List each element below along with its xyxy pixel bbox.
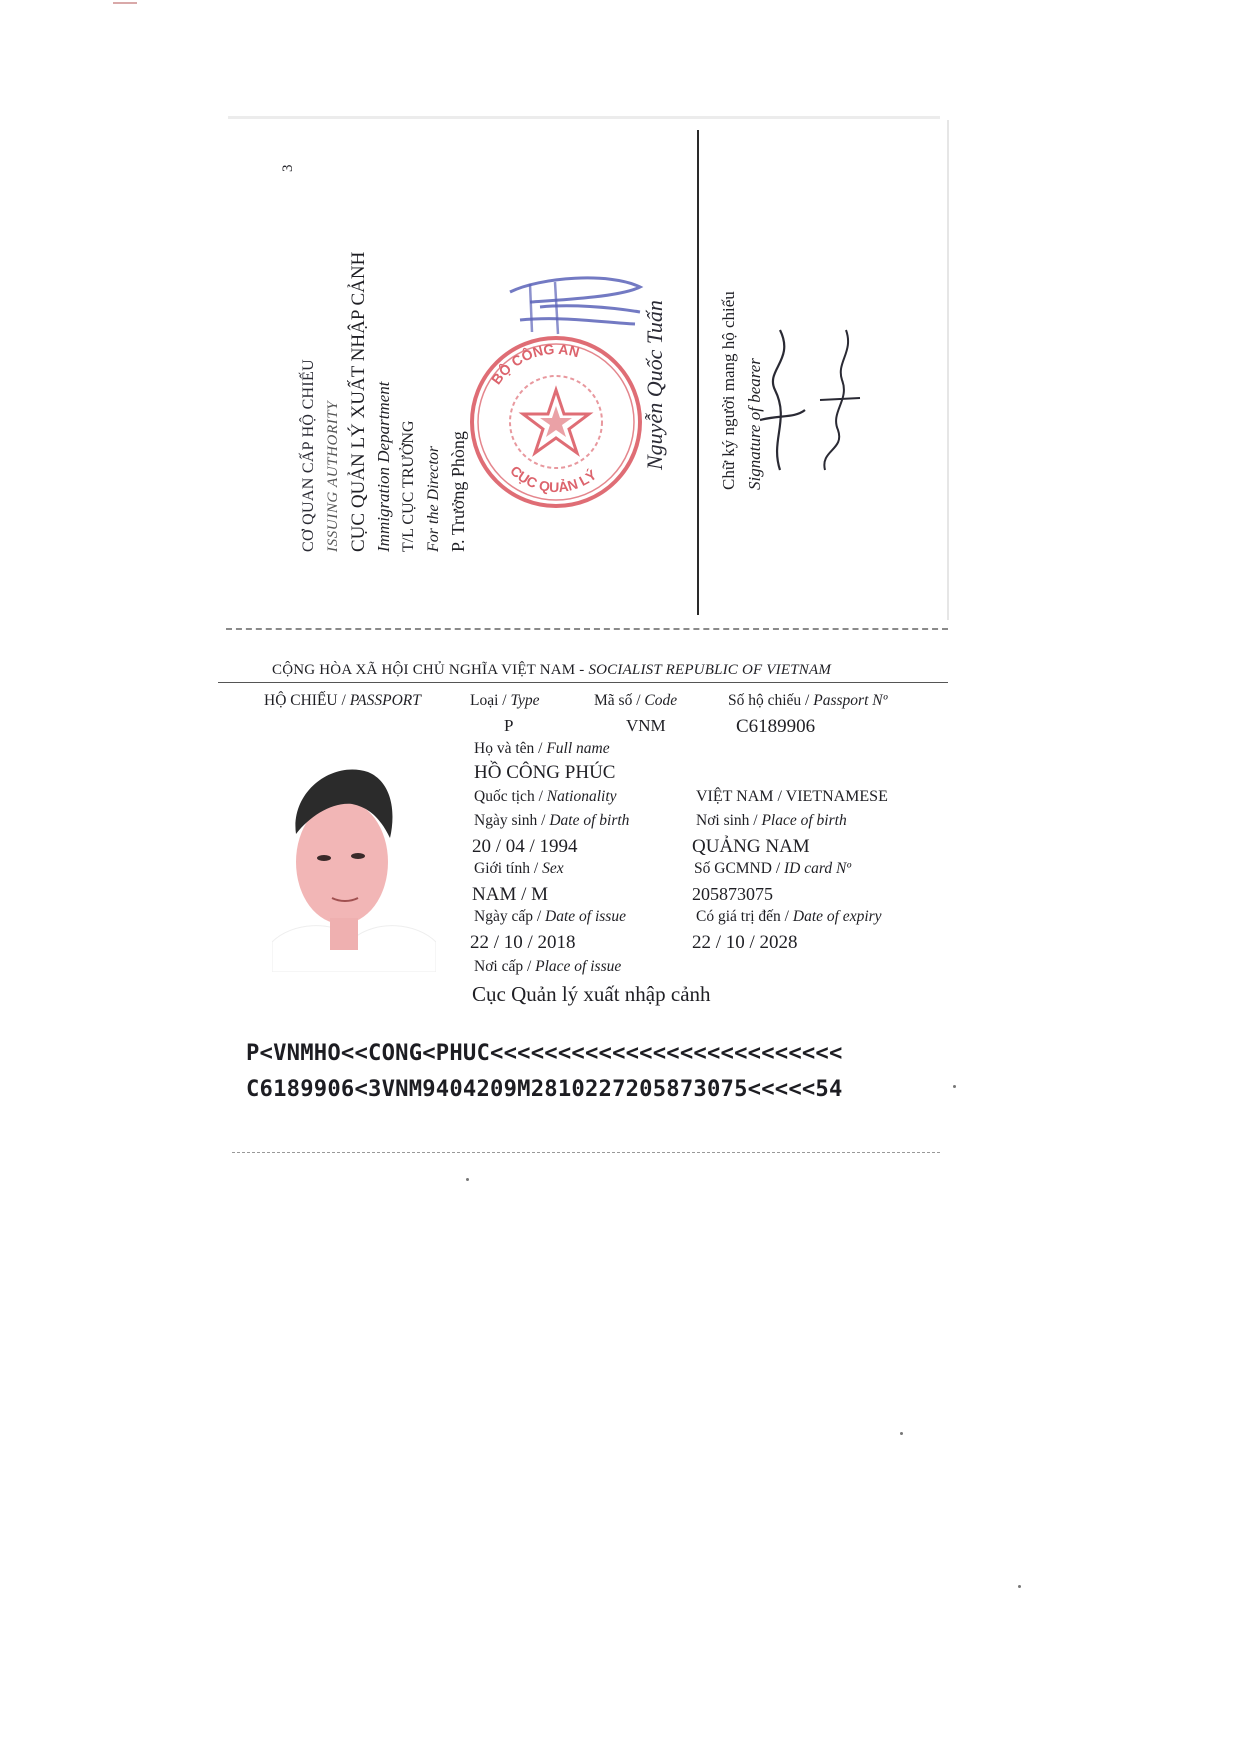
pob-label: Nơi sinh / Place of birth bbox=[696, 812, 847, 829]
seal-text-top: BỘ CÔNG AN bbox=[487, 340, 582, 388]
authority-title-en: ISSUING AUTHORITY bbox=[325, 400, 341, 552]
page-number: 3 bbox=[280, 164, 296, 172]
scan-edge bbox=[947, 120, 949, 620]
seal-text-bottom: CỤC QUẢN LÝ bbox=[507, 462, 600, 496]
authority-title-vi: CƠ QUAN CẤP HỘ CHIẾU bbox=[300, 359, 317, 552]
passport-no-value: C6189906 bbox=[736, 716, 816, 737]
id-card-value: 205873075 bbox=[692, 884, 773, 904]
scan-mark bbox=[113, 2, 137, 4]
country-vi: CỘNG HÒA XÃ HỘI CHỦ NGHĨA VIỆT NAM - bbox=[272, 662, 589, 678]
bearer-signature bbox=[750, 300, 870, 480]
header-rule bbox=[218, 682, 948, 683]
signer-name: Nguyễn Quốc Tuấn bbox=[642, 300, 667, 470]
place-of-issue-value: Cục Quản lý xuất nhập cảnh bbox=[472, 982, 711, 1006]
scan-speck bbox=[953, 1085, 956, 1088]
issue-date-label: Ngày cấp / Date of issue bbox=[474, 908, 626, 925]
scan-speck bbox=[466, 1178, 469, 1181]
dob-value: 20 / 04 / 1994 bbox=[472, 836, 578, 857]
fold-line bbox=[226, 628, 948, 630]
chief-vi: P. Trưởng Phòng bbox=[448, 431, 468, 552]
nationality-label: Quốc tịch / Nationality bbox=[474, 788, 617, 805]
type-label: Loại / Type bbox=[470, 692, 540, 709]
full-name-value: HỒ CÔNG PHÚC bbox=[474, 762, 616, 783]
document-title-vi: HỘ CHIẾU / bbox=[264, 692, 350, 709]
type-value: P bbox=[504, 716, 514, 735]
department-en: Immigration Department bbox=[374, 381, 393, 552]
mrz-line-2: C6189906<3VNM9404209M2810227205873075<<<<<54 bbox=[246, 1076, 843, 1102]
code-label: Mã số / Code bbox=[594, 692, 678, 709]
page-bottom-edge bbox=[232, 1152, 940, 1153]
department-vi: CỤC QUẢN LÝ XUẤT NHẬP CẢNH bbox=[348, 251, 369, 552]
mrz-line-1: P<VNMHO<<CONG<PHUC<<<<<<<<<<<<<<<<<<<<<<<<<< bbox=[246, 1040, 843, 1066]
pob-value: QUẢNG NAM bbox=[692, 836, 810, 857]
for-director-en: For the Director bbox=[425, 445, 442, 552]
full-name-label: Họ và tên / Full name bbox=[474, 740, 610, 757]
id-card-label: Số GCMND / ID card Nº bbox=[694, 860, 852, 877]
scan-speck bbox=[900, 1432, 903, 1435]
passport-no-label: Số hộ chiếu / Passport Nº bbox=[728, 692, 888, 709]
dob-label: Ngày sinh / Date of birth bbox=[474, 812, 630, 829]
for-director-vi: T/L CỤC TRƯỞNG bbox=[400, 420, 417, 552]
signer-signature bbox=[500, 272, 650, 362]
sex-label: Giới tính / Sex bbox=[474, 860, 564, 877]
scan-speck bbox=[1018, 1585, 1021, 1588]
bearer-label-vi: Chữ ký người mang hộ chiếu bbox=[719, 291, 738, 490]
expiry-date-label: Có giá trị đến / Date of expiry bbox=[696, 908, 882, 925]
document-title bbox=[264, 692, 421, 710]
expiry-date-value: 22 / 10 / 2028 bbox=[692, 932, 798, 953]
country-en: SOCIALIST REPUBLIC OF VIETNAM bbox=[588, 662, 832, 678]
nationality-value: VIỆT NAM / VIETNAMESE bbox=[696, 788, 888, 805]
svg-text:CỤC QUẢN LÝ bbox=[507, 462, 600, 495]
code-value: VNM bbox=[626, 716, 666, 735]
page-divider bbox=[697, 130, 699, 615]
bearer-label-en: Signature of bearer bbox=[745, 358, 764, 490]
document-title-en: PASSPORT bbox=[349, 692, 421, 709]
holder-photo bbox=[272, 742, 436, 972]
country-header bbox=[272, 662, 831, 679]
place-of-issue-label: Nơi cấp / Place of issue bbox=[474, 958, 622, 975]
sex-value: NAM / M bbox=[472, 884, 549, 905]
issue-date-value: 22 / 10 / 2018 bbox=[470, 932, 576, 953]
